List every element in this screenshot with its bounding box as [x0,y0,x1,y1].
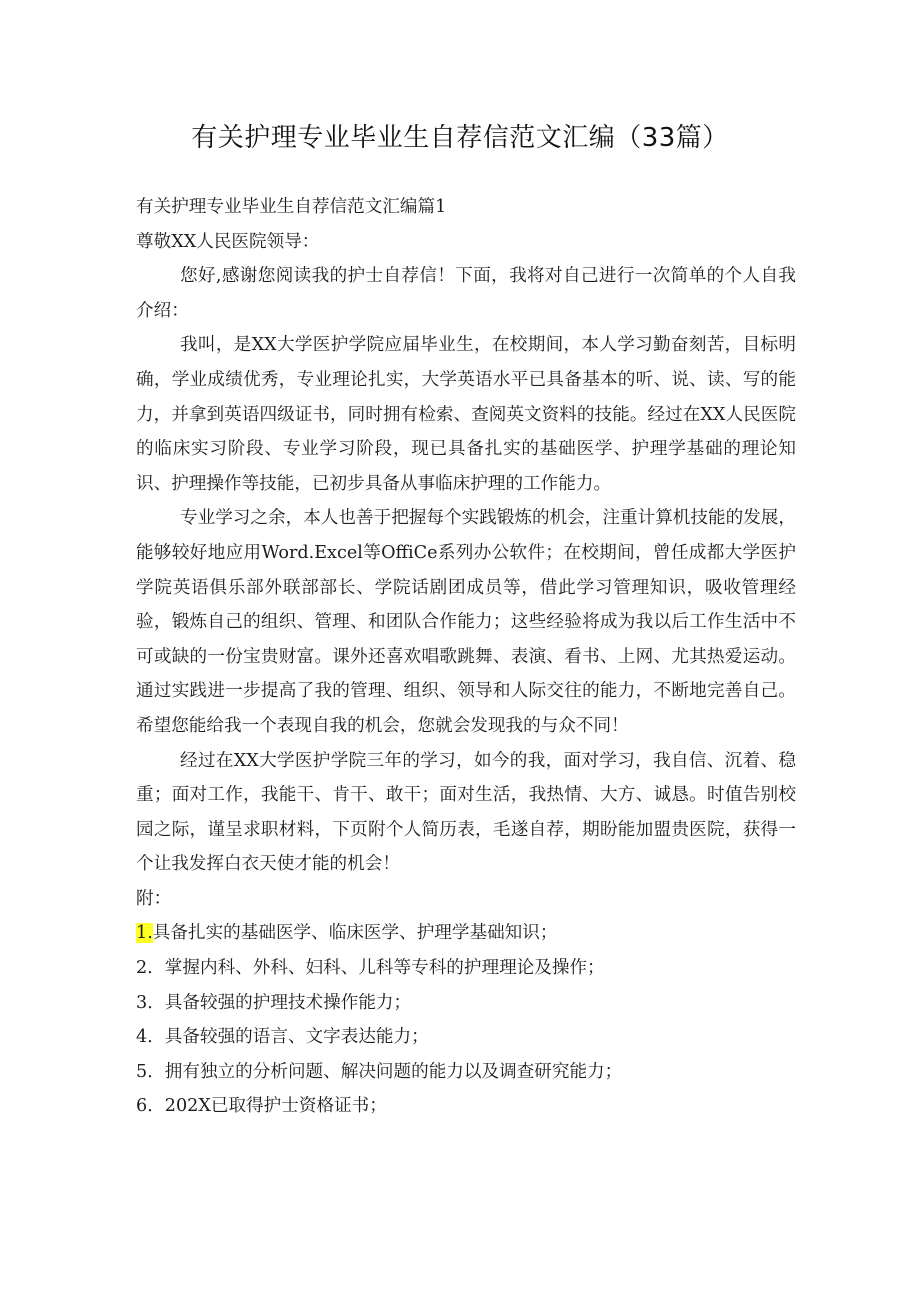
list-item-number-highlighted: 1. [136,923,153,944]
list-item-number: 3 [136,992,148,1013]
list-item [136,986,796,1021]
list-item-text: ．具备较强的护理技术操作能力； [147,992,412,1013]
list-item [136,1055,796,1090]
list-item-text: ．202X已取得护士资格证书； [147,1096,387,1117]
paragraph-closing: 经过在XX大学医护学院三年的学习，如今的我，面对学习，我自信、沉着、稳重；面对工作，我能干、肯干、敢干；面对生活，我热情、大方、诚恳。时值告别校园之际，谨呈求职材料，下页附个人简历表，毛遂自荐，期盼能加盟贵医院，获得一个让我发挥白衣天使才能的机会！ [136,750,796,875]
list-item-number: 5 [136,1061,148,1082]
list-item-text: 具备扎实的基础医学、临床医学、护理学基础知识； [152,923,558,944]
list-item-text: ．拥有独立的分析问题、解决问题的能力以及调查研究能力； [147,1061,623,1082]
list-item [136,1089,796,1124]
list-item-number: 6 [136,1096,148,1117]
paragraph-skills: 专业学习之余，本人也善于把握每个实践锻炼的机会，注重计算机技能的发展，能够较好地应用Word.Excel等OffiCe系列办公软件；在校期间，曾任成都大学医护学院英语俱乐部外联部部长、学院话剧团成员等，借此学习管理知识，吸收管理经验，锻炼自己的组织、管理、和团队合作能力；这些经验将成为我以后工作生活中不可或缺的一份宝贵财富。课外还喜欢唱歌跳舞、表演、看书、上网、尤其热爱运动。通过实践进一步提高了我的管理、组织、领导和人际交往的能力，不断地完善自己。希望您能给我一个表现自我的机会，您就会发现我的与众不同！ [136,508,796,736]
document-title: 有关护理专业毕业生自荐信范文汇编（33篇） [191,123,729,153]
list-item [136,1020,796,1055]
list-item [136,916,796,951]
list-item-text: ．具备较强的语言、文字表达能力； [147,1027,429,1048]
salutation: 尊敬XX人民医院领导： [136,231,320,252]
list-item-number: 4 [136,1027,148,1048]
paragraph-greeting: 您好,感谢您阅读我的护士自荐信！下面，我将对自己进行一次简单的个人自我介绍： [136,266,796,321]
list-item-text: ．掌握内科、外科、妇科、儿科等专科的护理理论及操作； [147,958,605,979]
list-item-number: 2 [136,958,148,979]
appendix-label: 附： [136,888,172,909]
paragraph-introduction: 我叫，是XX大学医护学院应届毕业生，在校期间，本人学习勤奋刻苦，目标明确，学业成绩优秀，专业理论扎实，大学英语水平已具备基本的听、说、读、写的能力，并拿到英语四级证书，同时拥有检索、查阅英文资料的技能。经过在XX人民医院的临床实习阶段、专业学习阶段，现已具备扎实的基础医学、护理学基础的理论知识、护理操作等技能，已初步具备从事临床护理的工作能力。 [136,335,796,494]
list-item [136,951,796,986]
document-subtitle: 有关护理专业毕业生自荐信范文汇编篇1 [136,197,447,217]
document-body [136,190,796,1124]
